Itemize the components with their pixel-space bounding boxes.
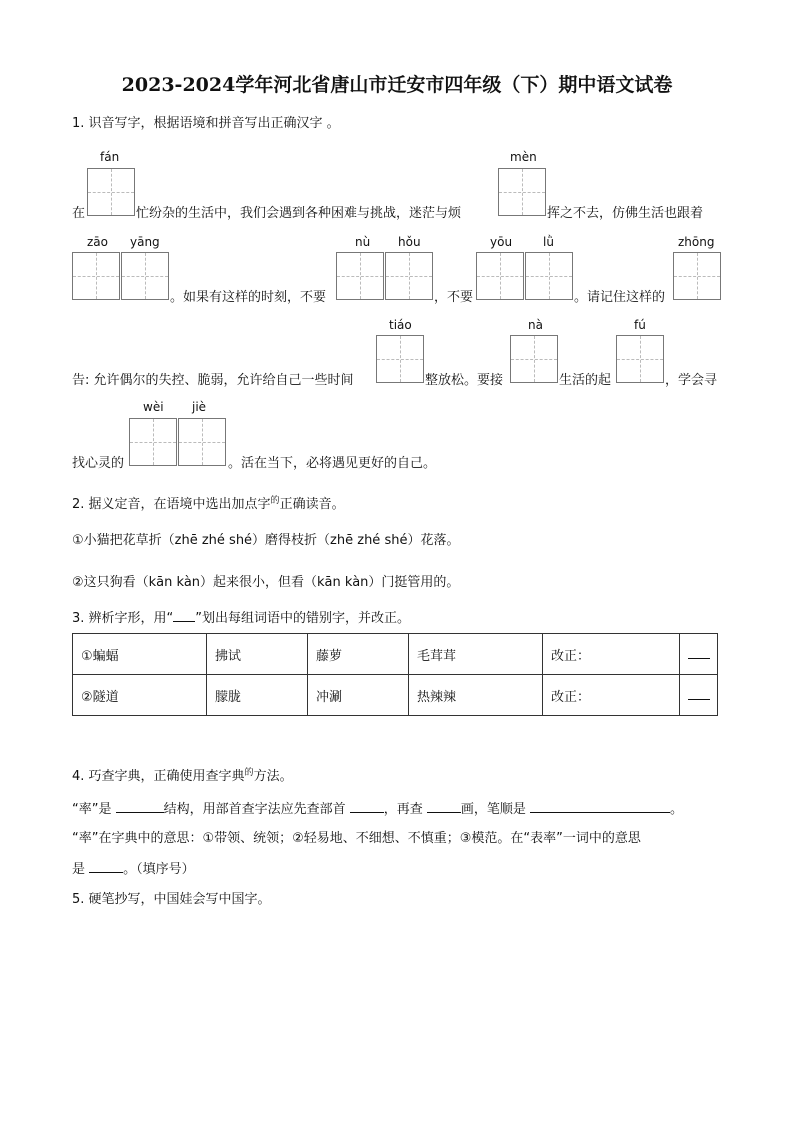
q4-heading-de: 的 [244, 768, 254, 778]
q4-text: 是 [72, 862, 90, 877]
table-cell: 冲涮 [308, 675, 409, 716]
q4-line-2: “率”在字典中的意思：①带领、统领；②轻易地、不细想、不慎重；③模范。在“表率”一词中的意思 [72, 831, 641, 846]
q1-line3-text: 整放松。要接 [425, 373, 504, 388]
q4-text: 。 [670, 802, 684, 817]
q2-heading [72, 492, 345, 514]
pinyin-lu: lǜ [543, 235, 554, 249]
answer-blank-meaning[interactable] [89, 860, 123, 873]
answer-box-zao[interactable] [72, 252, 120, 300]
underline-sample [173, 609, 195, 622]
answer-blank-cell[interactable] [680, 634, 718, 675]
pinyin-zhong: zhōng [678, 235, 715, 249]
q4-text: 画，笔顺是 [460, 802, 531, 817]
table-cell: 拂试 [207, 634, 308, 675]
q3-table [72, 633, 718, 716]
table-cell: 改正： [543, 634, 680, 675]
q5-heading: 5. 硬笔抄写，中国娃会写中国字。 [72, 892, 271, 907]
answer-blank[interactable] [688, 646, 710, 659]
answer-blank-cell[interactable] [680, 675, 718, 716]
q4-text: ，再查 [383, 802, 427, 817]
table-cell: 朦胧 [207, 675, 308, 716]
answer-blank-radical[interactable] [350, 800, 384, 813]
q3-heading-text: 3. 辨析字形，用“ [72, 611, 174, 626]
table-cell: 藤萝 [308, 634, 409, 675]
answer-blank-strokes[interactable] [427, 800, 461, 813]
table-row [73, 634, 718, 675]
answer-box-jie[interactable] [178, 418, 226, 466]
page-title: 2023-2024学年河北省唐山市迁安市四年级（下）期中语文试卷 [121, 74, 673, 96]
q4-heading-text: 方法。 [253, 769, 293, 784]
table-cell: 改正： [543, 675, 680, 716]
answer-box-hou[interactable] [385, 252, 433, 300]
q4-heading [72, 764, 293, 786]
q1-line1-text: 忙纷杂的生活中，我们会遇到各种困难与挑战，迷茫与烦 [136, 206, 462, 221]
q4-heading-text: 4. 巧查字典，正确使用查字典 [72, 769, 245, 784]
table-cell: ①蝙蝠 [73, 634, 207, 675]
pinyin-wei: wèi [143, 400, 164, 414]
pinyin-zao: zāo [87, 235, 108, 249]
q1-line4-text: 。活在当下，必将遇见更好的自己。 [228, 456, 437, 471]
q3-heading-text: ”划出每组词语中的错别字，并改正。 [195, 611, 411, 626]
q1-line3-text: 告: 允许偶尔的失控、脆弱，允许给自己一些时间 [72, 373, 354, 388]
table-row [73, 675, 718, 716]
q2-item-1: ①小猫把花草折（zhē zhé shé）磨得枝折（zhē zhé shé）花落。 [72, 533, 460, 548]
q1-line2-text: 。请记住这样的 [574, 290, 666, 305]
q1-heading: 1. 识音写字，根据语境和拼音写出正确汉字 。 [72, 116, 340, 131]
answer-box-yang[interactable] [121, 252, 169, 300]
q1-line3-text: ，学会寻 [665, 373, 718, 388]
pinyin-yang: yāng [130, 235, 160, 249]
q1-line3-text: 生活的起 [559, 373, 612, 388]
pinyin-nu: nù [355, 235, 371, 249]
q2-heading-text: 2. 据义定音，在语境中选出加点字 [72, 497, 271, 512]
answer-box-nu[interactable] [336, 252, 384, 300]
answer-blank-stroke-order[interactable] [530, 800, 670, 813]
answer-box-tiao[interactable] [376, 335, 424, 383]
q4-line-1 [72, 800, 683, 819]
q2-item-2: ②这只狗看（kān kàn）起来很小，但看（kān kàn）门挺管用的。 [72, 575, 460, 590]
answer-box-fu[interactable] [616, 335, 664, 383]
q4-text: “率”是 [72, 802, 116, 817]
q1-line1-text: 在 [72, 206, 86, 221]
answer-box-you[interactable] [476, 252, 524, 300]
q4-text: 结构，用部首查字法应先查部首 [163, 802, 350, 817]
pinyin-tiao: tiáo [389, 318, 412, 332]
pinyin-hou: hǒu [398, 235, 421, 249]
pinyin-fan: fán [100, 150, 120, 164]
answer-blank-structure[interactable] [116, 800, 164, 813]
answer-blank[interactable] [688, 687, 710, 700]
answer-box-lu[interactable] [525, 252, 573, 300]
q1-line4-text: 找心灵的 [72, 456, 125, 471]
answer-box-zhong[interactable] [673, 252, 721, 300]
pinyin-you: yōu [490, 235, 513, 249]
pinyin-fu: fú [634, 318, 646, 332]
pinyin-jie: jiè [192, 400, 207, 414]
answer-box-wei[interactable] [129, 418, 177, 466]
q1-line2-text: ，不要 [434, 290, 474, 305]
q1-line2-text: 。如果有这样的时刻，不要 [170, 290, 327, 305]
q1-line1-text: 挥之不去，仿佛生活也跟着 [547, 206, 704, 221]
pinyin-na: nà [528, 318, 543, 332]
answer-box-na[interactable] [510, 335, 558, 383]
table-cell: 热辣辣 [409, 675, 543, 716]
q2-heading-de: 的 [270, 496, 280, 506]
q3-heading [72, 609, 410, 628]
answer-box-fan[interactable] [87, 168, 135, 216]
table-cell: 毛茸茸 [409, 634, 543, 675]
q4-line-3 [72, 860, 195, 879]
table-cell: ②隧道 [73, 675, 207, 716]
q4-text: 。（填序号） [123, 862, 195, 877]
pinyin-men: mèn [510, 150, 537, 164]
q2-heading-text: 正确读音。 [279, 497, 345, 512]
answer-box-men[interactable] [498, 168, 546, 216]
